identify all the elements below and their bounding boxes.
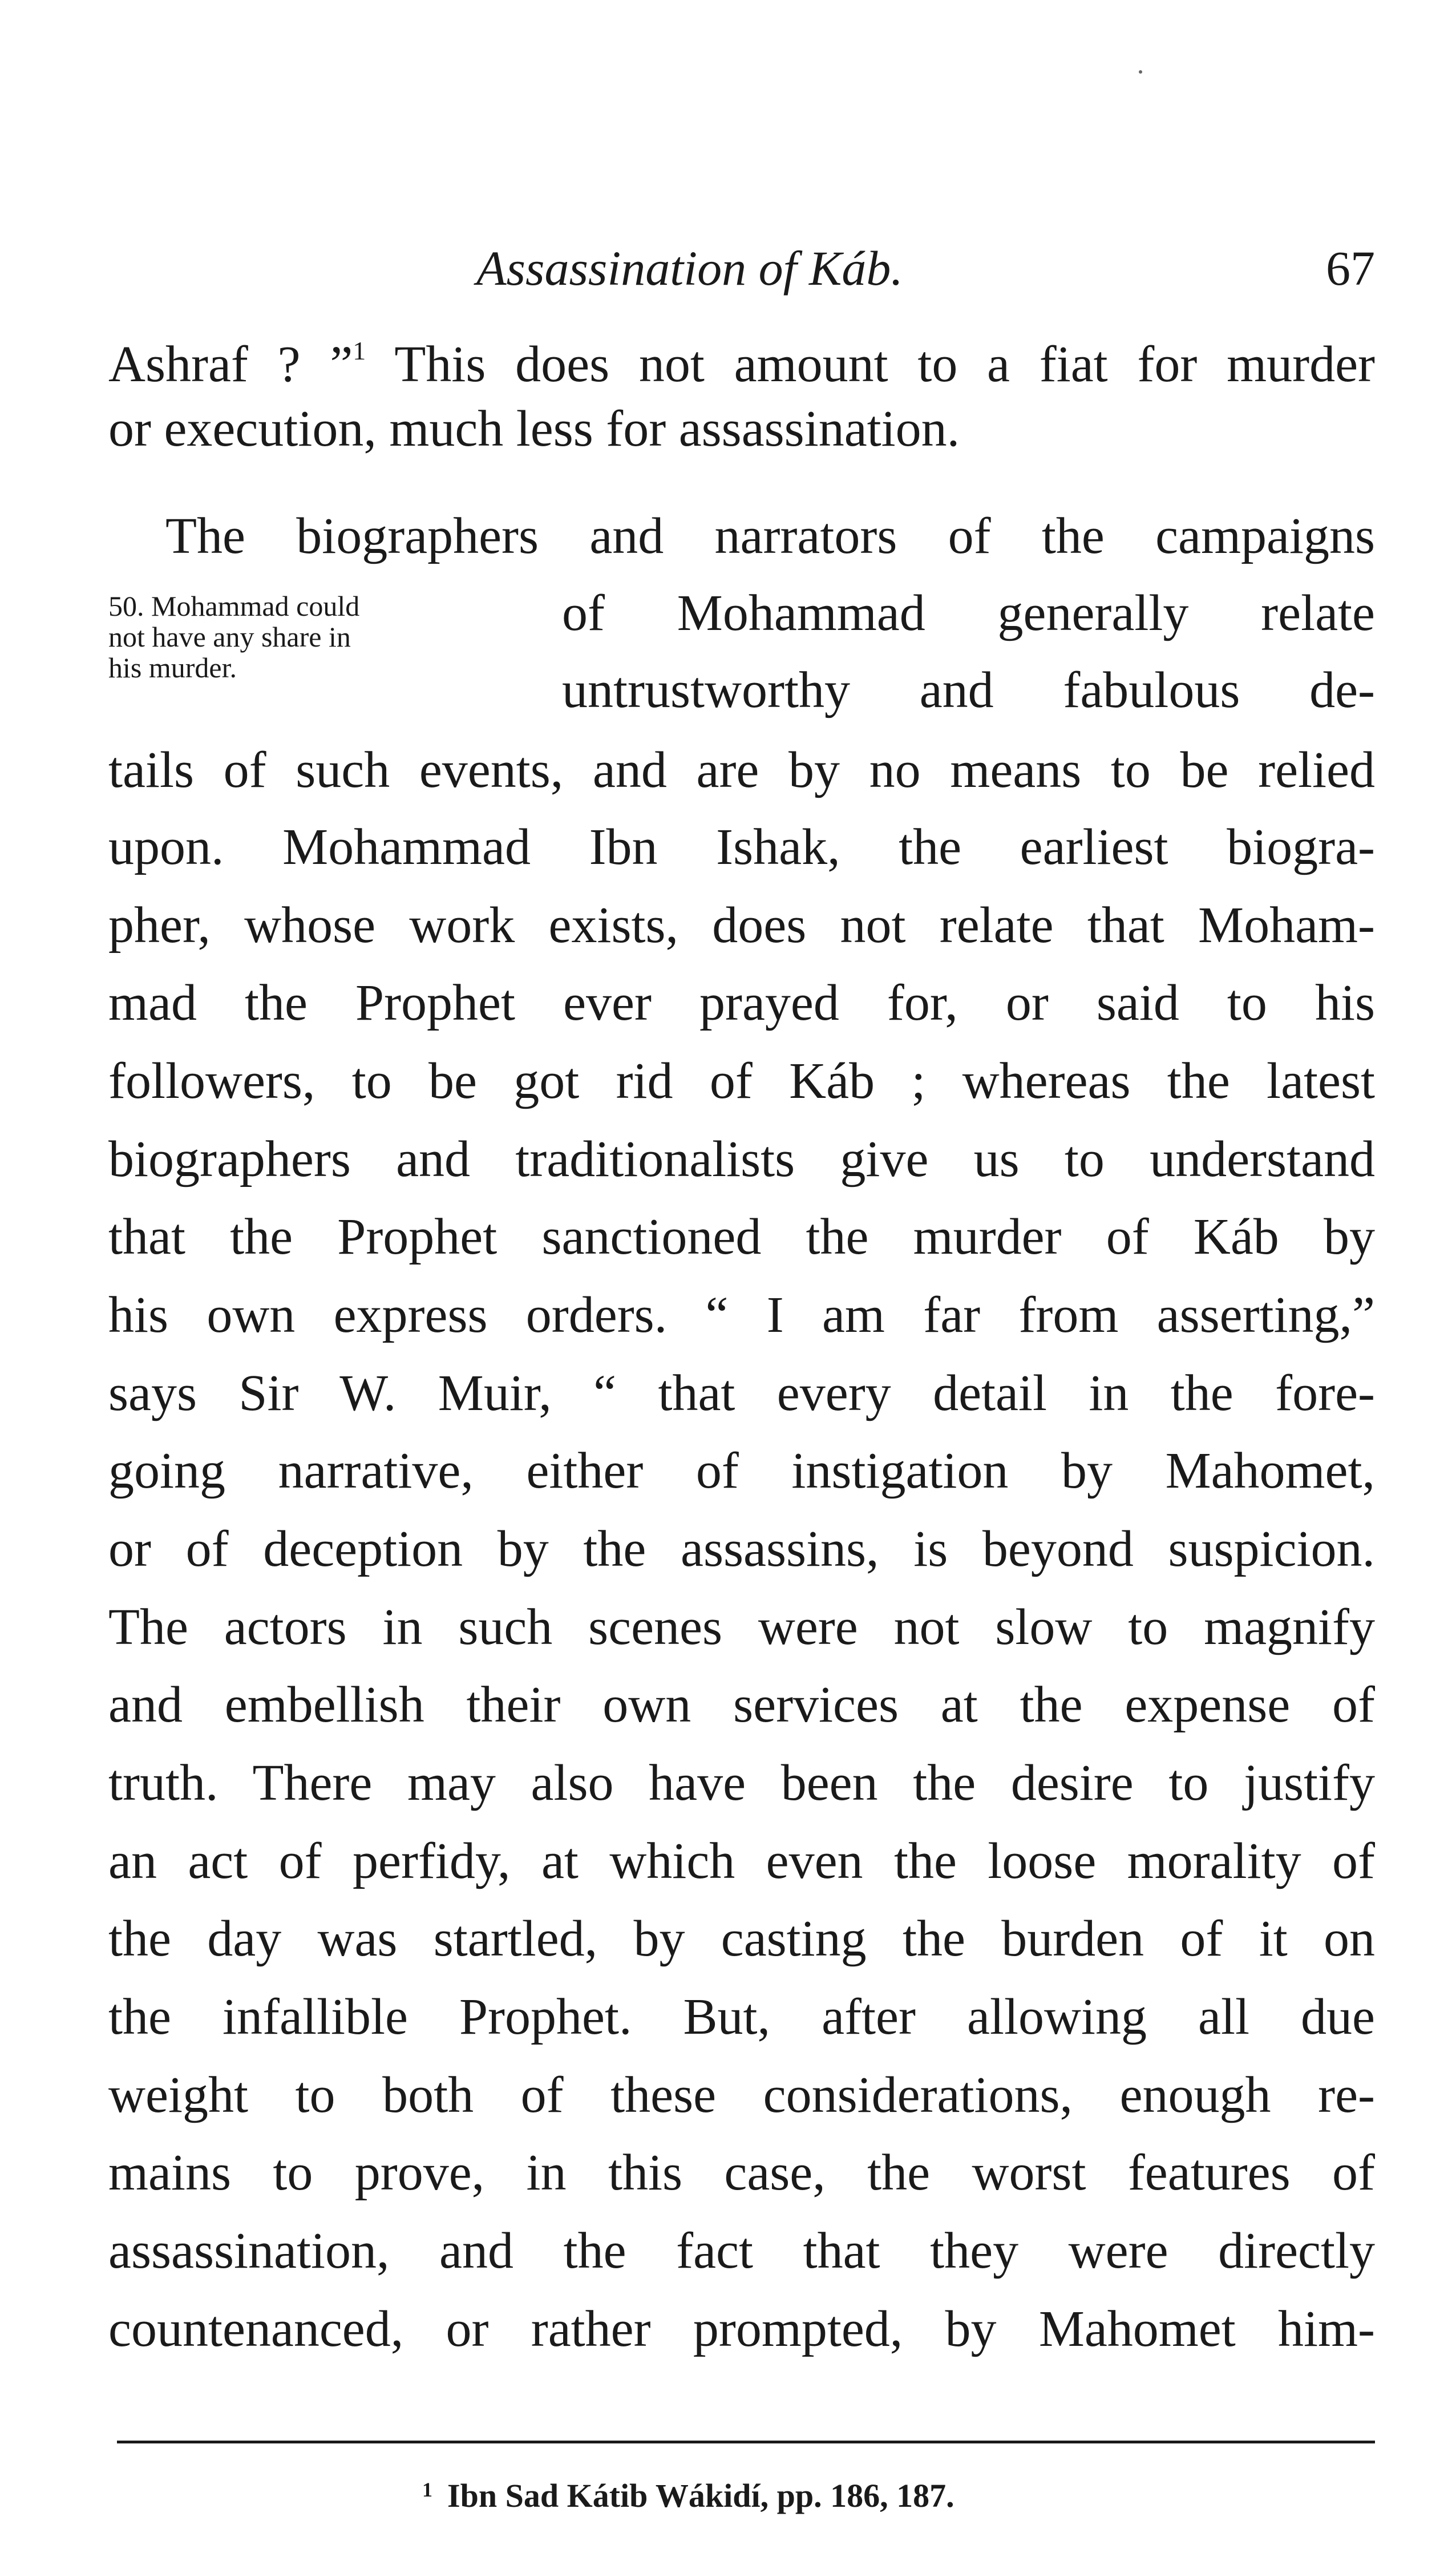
stray-ink-mark <box>1139 70 1142 74</box>
marginal-note <box>108 591 542 683</box>
body-line-17: The actors in such scenes were not slow to magnify <box>108 1599 1375 1655</box>
body-line-3: The biographers and narrators of the campaigns <box>165 508 1375 564</box>
body-line-5: untrustworthy and fabulous de- <box>562 662 1375 718</box>
body-line-21: the day was startled, by casting the burden of it on <box>108 1910 1375 1967</box>
body-line-24: mains to prove, in this case, the worst features of <box>108 2144 1375 2201</box>
body-line-1 <box>108 317 1375 393</box>
footnote-ref-1: 1 <box>353 336 366 365</box>
body-line-12: that the Prophet sanctioned the murder of Káb by <box>108 1209 1375 1265</box>
body-line-19: truth. There may also have been the desire to justify <box>108 1755 1375 1811</box>
body-line-23: weight to both of these considerations, enough re- <box>108 2067 1375 2123</box>
body-line-18: and embellish their own services at the expense of <box>108 1677 1375 1733</box>
body-line-22: the infallible Prophet. But, after allowing all due <box>108 1989 1375 2045</box>
footnote <box>422 2477 955 2515</box>
body-line-6: tails of such events, and are by no means to be relied <box>108 742 1375 798</box>
marginal-note-line-3: his murder. <box>108 652 237 684</box>
body-line-15: going narrative, either of instigation by Mahomet, <box>108 1443 1375 1499</box>
body-line-10: followers, to be got rid of Káb ; whereas the latest <box>108 1053 1375 1109</box>
marginal-note-line-2: not have any share in <box>108 621 351 653</box>
body-line-2: or execution, much less for assassination. <box>108 401 960 457</box>
page-number: 67 <box>1326 241 1375 296</box>
body-line-1-start: Ashraf ? ” <box>108 336 353 393</box>
marginal-note-line-1: 50. Mohammad could <box>108 590 360 622</box>
footnote-marker: 1 <box>422 2478 432 2501</box>
body-line-14: says Sir W. Muir, “ that every detail in the fore- <box>108 1365 1375 1421</box>
body-line-25: assassination, and the fact that they were directly <box>108 2223 1375 2279</box>
body-line-13: his own express orders. “ I am far from asserting,” <box>108 1287 1375 1343</box>
body-line-20: an act of perfidy, at which even the loose morality of <box>108 1833 1375 1889</box>
running-title: Assassination of Káb. <box>476 241 903 296</box>
footnote-rule <box>117 2441 1375 2443</box>
body-line-11: biographers and traditionalists give us to understand <box>108 1131 1375 1187</box>
body-line-4: of Mohammad generally relate <box>562 585 1375 641</box>
footnote-text: Ibn Sad Kátib Wákidí, pp. 186, 187. <box>447 2477 955 2514</box>
body-line-9: mad the Prophet ever prayed for, or said to his <box>108 975 1375 1031</box>
body-line-7: upon. Mohammad Ibn Ishak, the earliest biogra- <box>108 819 1375 875</box>
body-line-1-end: This does not amount to a fiat for murder <box>366 336 1375 393</box>
running-head <box>108 240 1375 302</box>
body-line-26: countenanced, or rather prompted, by Mahomet him- <box>108 2301 1375 2357</box>
body-line-8: pher, whose work exists, does not relate that Moham- <box>108 897 1375 954</box>
body-line-16: or of deception by the assassins, is beyond suspicion. <box>108 1521 1375 1577</box>
